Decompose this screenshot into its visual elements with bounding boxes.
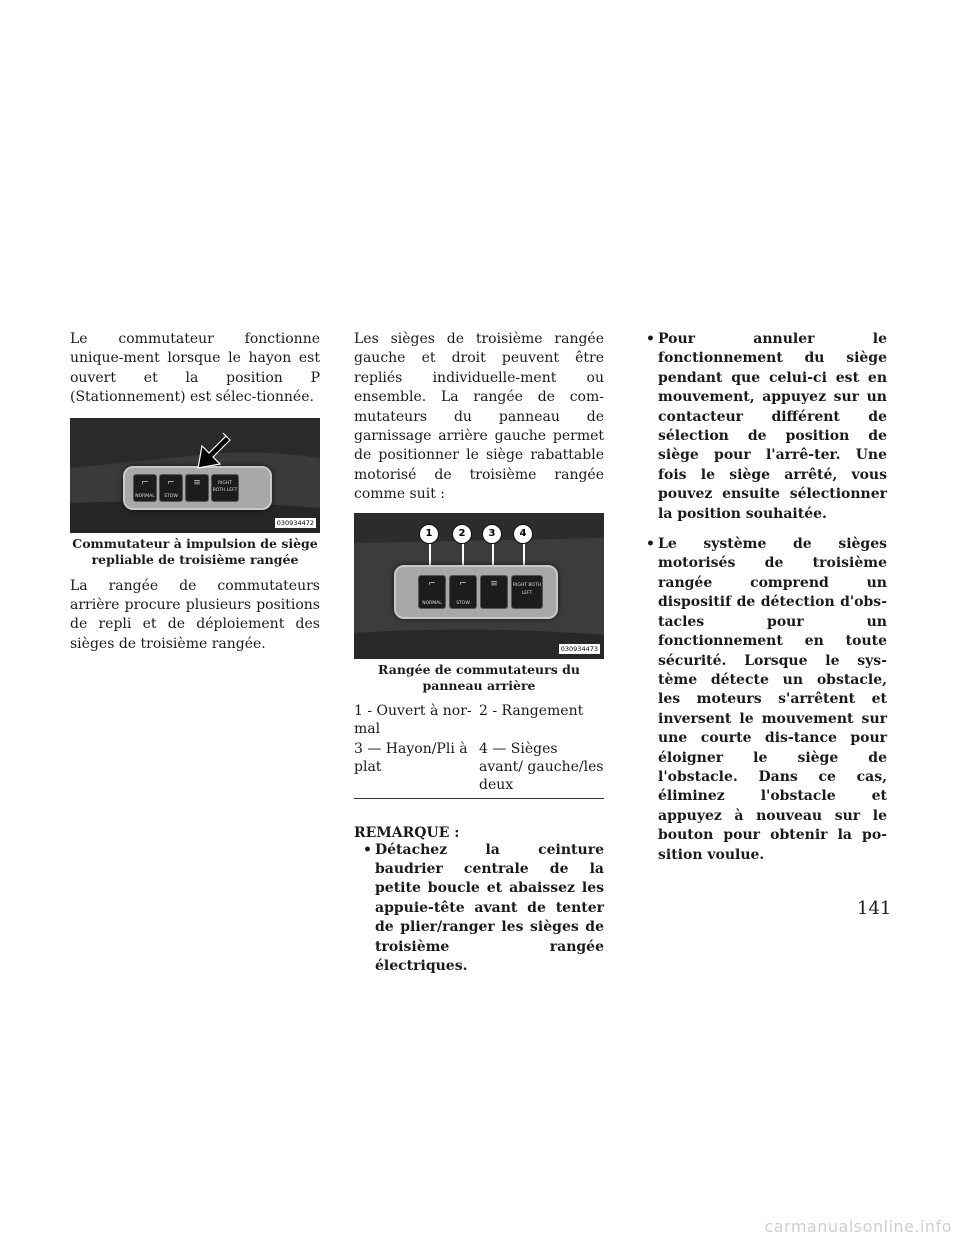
column-left — [70, 330, 320, 654]
arrow-icon — [70, 418, 320, 533]
side-select-button: RIGHT BOTH LEFT — [211, 474, 239, 502]
figure-caption: Commutateur à impulsion de siège repliable de troisième rangée — [72, 535, 318, 567]
figure-caption: Rangée de commutateurs du panneau arrière — [378, 661, 580, 693]
legend-row — [354, 702, 604, 740]
legend-item-1: 1 - Ouvert à nor-mal — [354, 702, 472, 737]
bullet-obstacle-detection: • Le système de sièges motorisés de troisième rangée comprend un dispositif de détection d'obs-tacles pour un fonctionnement en toute sécurité. Lorsque le sys-tème détecte un obstacle, les moteurs s'arrêtent et inversent le mouvement sur une courte dis-tance pour éloigner le siège de l'obstacle. Dans ce cas, éliminez l'obstacle et appuyez à nouveau sur le bouton pour obtenir la po-sition voulue. — [637, 535, 887, 865]
column-middle — [354, 330, 604, 977]
legend-item-3: 3 — Hayon/Pli à plat — [354, 740, 479, 799]
callout-1: 1 — [419, 524, 439, 544]
seat-stow-icon: ⌐ — [167, 477, 175, 488]
paragraph-third-row-seats: Les sièges de troisième rangée gauche et droit peuvent être repliés individuelle-ment ou ensemble. La rangée de com-mutateurs du panneau de garnissage arrière gauche permet de positionner le siège rabattable motorisé de troisième rangée comme suit : — [354, 331, 604, 503]
note-list — [354, 841, 604, 977]
figure-stow-switch-image — [70, 418, 320, 533]
page-number: 141 — [857, 898, 892, 919]
normal-button: ⌐ NORMAL — [418, 575, 446, 609]
legend-row — [354, 740, 604, 799]
note-heading: REMARQUE : — [354, 824, 460, 841]
figure-rear-panel — [354, 513, 604, 694]
paragraph-switch-conditions: Le commutateur fonctionne unique-ment lorsque le hayon est ouvert et la position P (Stationnement) est sélec-tionnée. — [70, 331, 320, 406]
switch-panel — [394, 565, 558, 619]
figure-stow-switch — [70, 418, 320, 568]
figure-rear-panel-image — [354, 513, 604, 659]
seat-fold-icon: ≡ — [490, 578, 498, 589]
legend-item-2: 2 - Rangement — [479, 702, 584, 719]
stow-button: ⌐ STOW — [449, 575, 477, 609]
seat-stow-icon: ⌐ — [459, 578, 467, 589]
normal-button: ⌐ NORMAL — [133, 474, 157, 502]
note-item: • Détachez la ceinture baudrier centrale de la petite boucle et abaissez les appuie-tête avant de tenter de plier/ranger les sièges de troisième rangée électriques. — [354, 841, 604, 977]
callout-3: 3 — [482, 524, 502, 544]
watermark: carmanualsonline.info — [764, 1217, 952, 1236]
figure-id: 030934472 — [276, 518, 314, 527]
bullet-cancel-operation: • Pour annuler le fonctionnement du siège pendant que celui-ci est en mouvement, appuyez sur un contacteur différent de sélection de position de siège pour l'arrê-ter. Une fois le siège arrêté, vous pouvez ensuite sélectionner la position souhaitée. — [637, 330, 887, 524]
figure-legend — [354, 702, 604, 799]
seat-upright-icon: ⌐ — [141, 477, 149, 488]
fold-flat-button — [480, 575, 508, 609]
legend-item-4: 4 — Sièges avant/ gauche/les deux — [479, 740, 604, 799]
figure-id: 030934473 — [560, 644, 598, 653]
bullet-list — [637, 330, 887, 865]
paragraph-switch-row: La rangée de commutateurs arrière procure plusieurs positions de repli et de déploiement des sièges de troisième rangée. — [70, 577, 320, 652]
callout-2: 2 — [452, 524, 472, 544]
stow-button: ⌐ STOW — [159, 474, 183, 502]
column-right — [637, 330, 887, 865]
seat-upright-icon: ⌐ — [428, 578, 436, 589]
callout-4: 4 — [513, 524, 533, 544]
side-select-button: RIGHT BOTH LEFT — [511, 575, 543, 609]
seat-fold-icon: ≡ — [193, 477, 201, 488]
